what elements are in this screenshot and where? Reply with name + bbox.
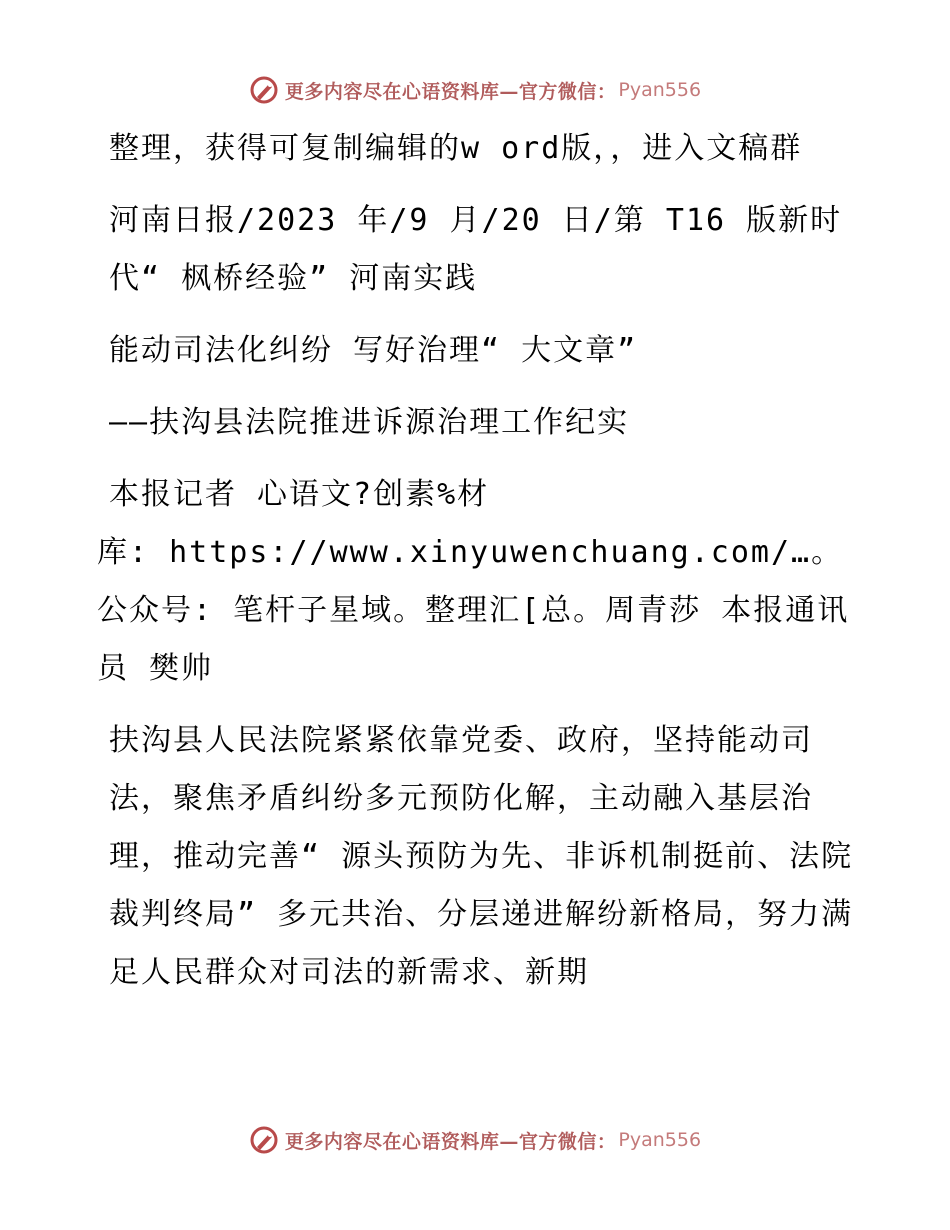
- footer-banner: [0, 1120, 950, 1160]
- byline-reporter: 本报记者 心语文?创素%材: [109, 477, 490, 512]
- header-banner: [0, 70, 950, 110]
- footer-banner-text: 更多内容尽在心语资料库—官方微信：: [284, 1130, 617, 1153]
- pen-nib-circle-icon: [249, 1125, 279, 1155]
- document-body: [97, 120, 857, 1016]
- header-banner-text: 更多内容尽在心语资料库—官方微信：: [284, 80, 617, 103]
- footer-banner-handle: Pyan556: [618, 1129, 702, 1151]
- article-title: 能动司法化纠纷 写好治理“ 大文章”: [109, 333, 638, 368]
- paragraph-body: 扶沟县人民法院紧紧依靠党委、政府，坚持能动司法，聚焦矛盾纠纷多元预防化解，主动融入基层治理，推动完善“ 源头预防为先、非诉机制挺前、法院裁判终局” 多元共治、分层递进解纷新格局，努力满足人民群众对司法的新需求、新期: [109, 723, 854, 990]
- pen-nib-circle-icon: [249, 75, 279, 105]
- paragraph-source: 河南日报/2023 年/9 月/20 日/第 T16 版新时代“ 枫桥经验” 河南实践: [109, 203, 843, 296]
- byline-continued: 库: https://www.xinyuwenchuang.com/…。公众号: 笔杆子星域。整理汇[总。周青莎 本报通讯员 樊帅: [97, 535, 850, 686]
- header-banner-handle: Pyan556: [618, 79, 702, 101]
- article-subtitle: ——扶沟县法院推进诉源治理工作纪实: [109, 405, 630, 440]
- paragraph-intro: 整理，获得可复制编辑的w ord版，，进入文稿群: [109, 131, 803, 166]
